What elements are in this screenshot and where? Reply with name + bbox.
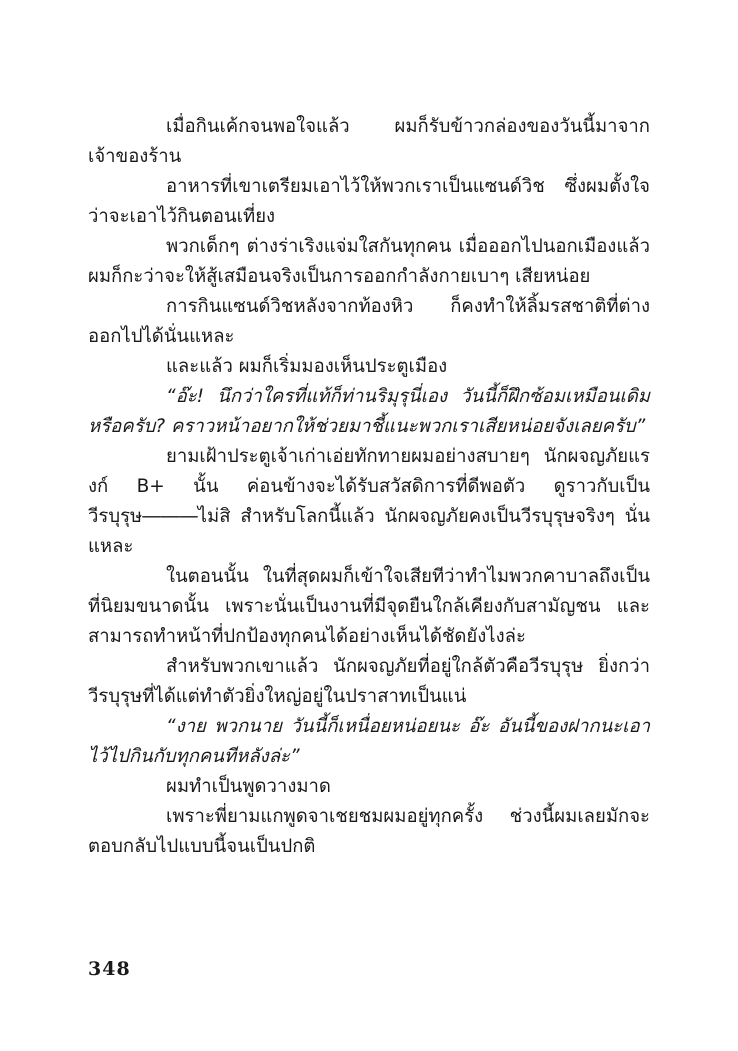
dialogue-paragraph: “งาย พวกนาย วันนี้ก็เหนื่อยหน่อยนะ อ๊ะ อันนี้ของฝากนะเอาไว้ไปกินกับทุกคนทีหลังล่ะ” <box>88 716 650 767</box>
paragraph: เมื่อกินเค้กจนพอใจแล้ว ผมก็รับข้าวกล่องของวันนี้มาจากเจ้าของร้าน <box>88 116 650 167</box>
page-number: 348 <box>88 958 131 980</box>
paragraph: ผมทำเป็นพูดวางมาด <box>166 776 331 797</box>
paragraph: สำหรับพวกเขาแล้ว นักผจญภัยที่อยู่ใกล้ตัวคือวีรบุรุษ ยิ่งกว่าวีรบุรุษที่ได้แต่ทำตัวยิ่งใหญ่อยู่ในปราสาทเป็นแน่ <box>88 656 650 707</box>
paragraph: ยามเฝ้าประตูเจ้าเก่าเอ่ยทักทายผมอย่างสบายๆ นักผจญภัยแรงก์ B+ นั้น ค่อนข้างจะได้รับสวัสดิการที่ดีพอตัว ดูราวกับเป็นวีรบุรุษ―――ไม่สิ สำหรับโลกนี้แล้ว นักผจญภัยคงเป็นวีรบุรุษจริงๆ นั่นแหละ <box>88 446 650 557</box>
paragraph: และแล้ว ผมก็เริ่มมองเห็นประตูเมือง <box>166 356 448 377</box>
paragraph: เพราะพี่ยามแกพูดจาเชยชมผมอยู่ทุกครั้ง ช่วงนี้ผมเลยมักจะตอบกลับไปแบบนี้จนเป็นปกติ <box>88 806 650 857</box>
page-body <box>88 112 650 862</box>
paragraph: พวกเด็กๆ ต่างร่าเริงแจ่มใสกันทุกคน เมื่อออกไปนอกเมืองแล้ว ผมก็กะว่าจะให้สู้เสมือนจริงเป็นการออกกำลังกายเบาๆ เสียหน่อย <box>88 236 650 287</box>
dialogue-paragraph: “อ๊ะ! นึกว่าใครที่แท้ก็ท่านริมุรุนี่เอง วันนี้ก็ฝึกซ้อมเหมือนเดิมหรือครับ? คราวหน้าอยากให้ช่วยมาชี้แนะพวกเราเสียหน่อยจังเลยครับ” <box>88 386 650 437</box>
paragraph: การกินแซนด์วิชหลังจากท้องหิว ก็คงทำให้ลิ้มรสชาติที่ต่างออกไปได้นั่นแหละ <box>88 296 650 347</box>
paragraph: อาหารที่เขาเตรียมเอาไว้ให้พวกเราเป็นแซนด์วิช ซึ่งผมตั้งใจว่าจะเอาไว้กินตอนเที่ยง <box>88 176 650 227</box>
paragraph: ในตอนนั้น ในที่สุดผมก็เข้าใจเสียทีว่าทำไมพวกคาบาลถึงเป็นที่นิยมขนาดนั้น เพราะนั่นเป็นงานที่มีจุดยืนใกล้เคียงกับสามัญชน และสามารถทำหน้าที่ปกป้องทุกคนได้อย่างเห็นได้ชัดยังไงล่ะ <box>88 566 650 647</box>
